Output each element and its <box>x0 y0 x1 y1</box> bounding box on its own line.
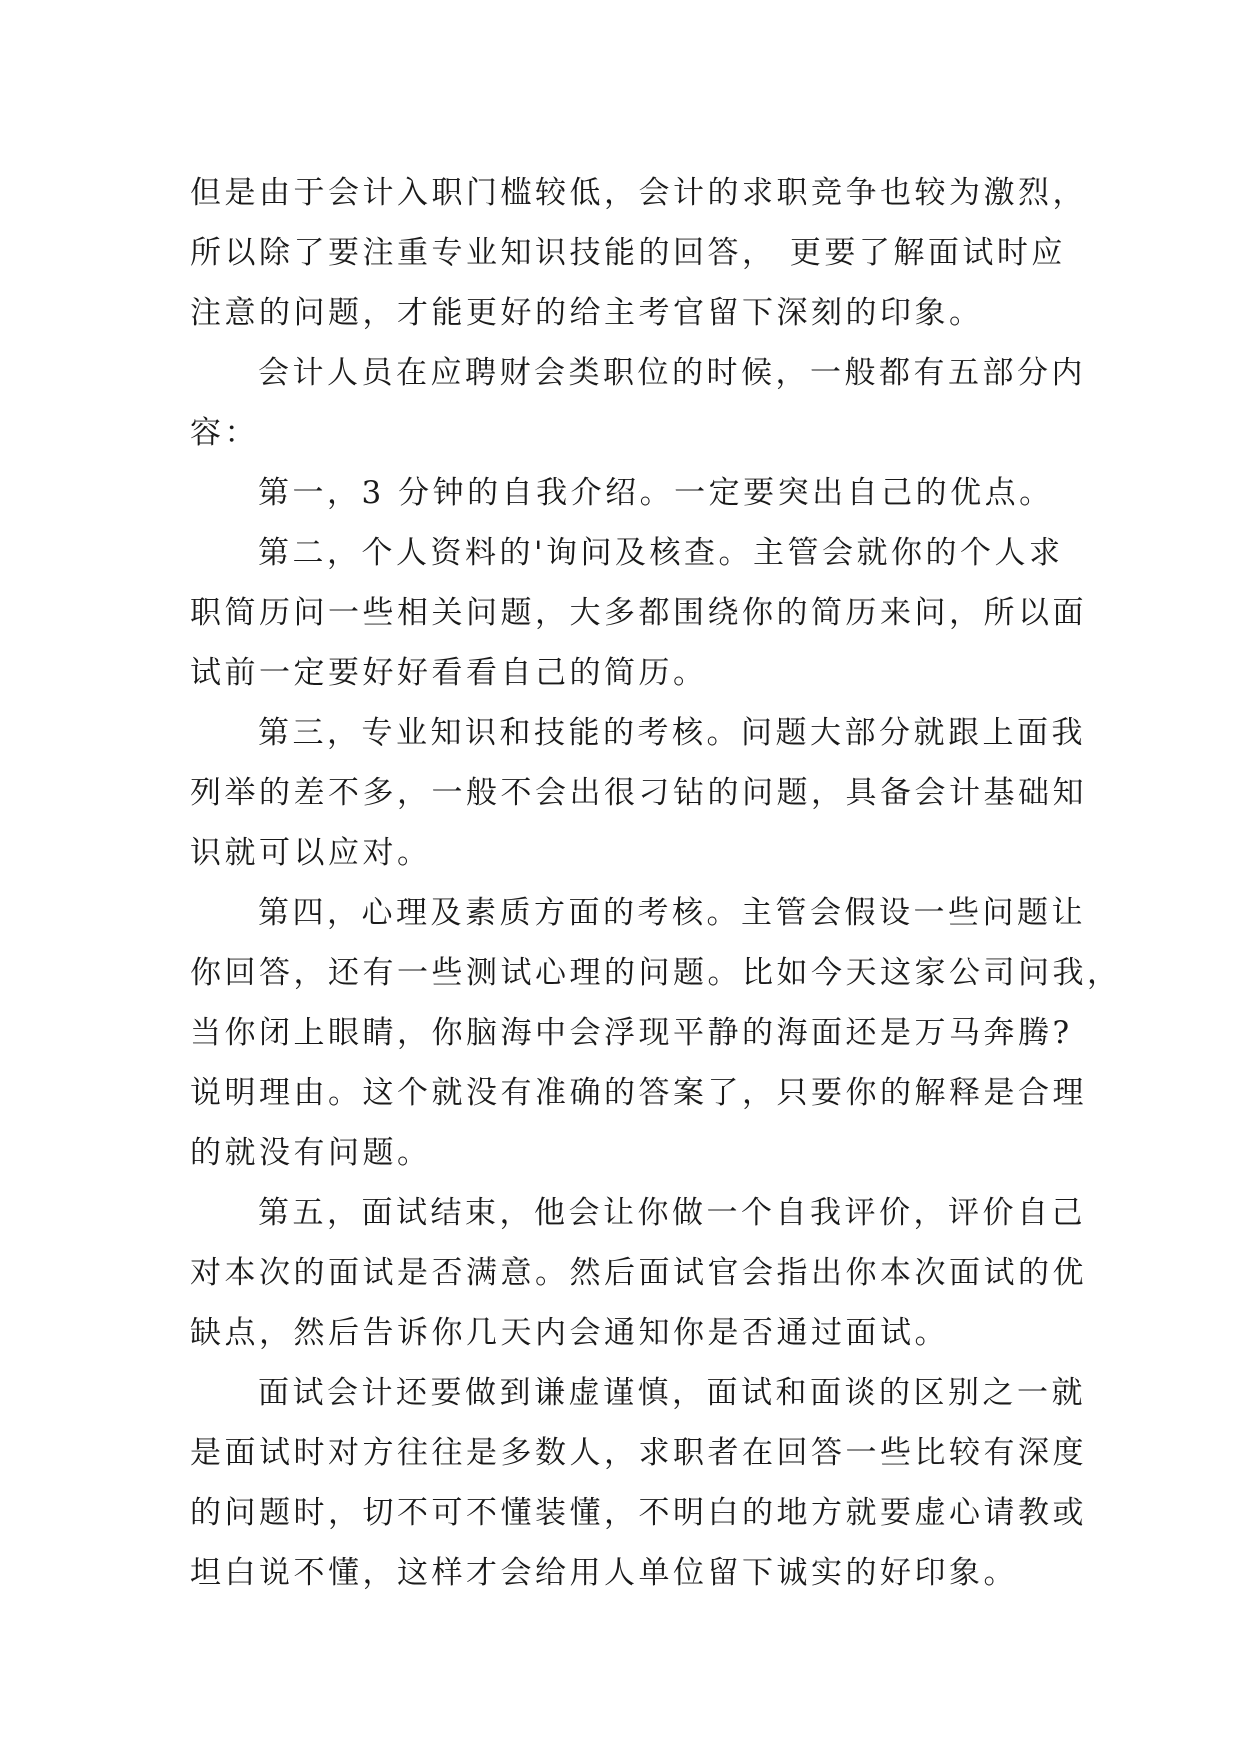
text-line: 试前一定要好好看看自己的简历。 <box>190 655 708 691</box>
text-line: 对本次的面试是否满意。然后面试官会指出你本次面试的优 <box>190 1255 1087 1291</box>
text-line: 你回答，还有一些测试心理的问题。比如今天这家公司问我， <box>190 955 1122 991</box>
text-line: 所以除了要注重专业知识技能的回答， 更要了解面试时应 <box>190 235 1066 271</box>
text-line: 缺点，然后告诉你几天内会通知你是否通过面试。 <box>190 1315 949 1351</box>
text-line: 容： <box>190 415 259 451</box>
text-line: 第五，面试结束，他会让你做一个自我评价，评价自己 <box>258 1195 1086 1231</box>
text-line: 是面试时对方往往是多数人，求职者在回答一些比较有深度 <box>190 1435 1087 1471</box>
text-line: 但是由于会计入职门槛较低，会计的求职竞争也较为激烈， <box>190 175 1087 211</box>
text-line: 列举的差不多，一般不会出很刁钻的问题，具备会计基础知 <box>190 775 1087 811</box>
text-line: 第三，专业知识和技能的考核。问题大部分就跟上面我 <box>258 715 1086 751</box>
text-line: 识就可以应对。 <box>190 835 432 871</box>
body-text <box>190 163 1122 1603</box>
text-line: 的就没有问题。 <box>190 1135 432 1171</box>
text-line: 第二，个人资料的'询问及核查。主管会就你的个人求 <box>258 535 1064 571</box>
text-line: 当你闭上眼睛，你脑海中会浮现平静的海面还是万马奔腾? <box>190 1015 1073 1051</box>
text-line: 第四，心理及素质方面的考核。主管会假设一些问题让 <box>258 895 1086 931</box>
text-line: 第一，3 分钟的自我介绍。一定要突出自己的优点。 <box>258 475 1054 511</box>
text-line: 注意的问题，才能更好的给主考官留下深刻的印象。 <box>190 295 984 331</box>
text-line: 坦白说不懂，这样才会给用人单位留下诚实的好印象。 <box>190 1555 1018 1591</box>
text-line: 职简历问一些相关问题，大多都围绕你的简历来问，所以面 <box>190 595 1087 631</box>
text-line: 会计人员在应聘财会类职位的时候，一般都有五部分内 <box>258 355 1086 391</box>
text-line: 面试会计还要做到谦虚谨慎，面试和面谈的区别之一就 <box>258 1375 1086 1411</box>
text-line: 说明理由。这个就没有准确的答案了，只要你的解释是合理 <box>190 1075 1087 1111</box>
text-line: 的问题时，切不可不懂装懂，不明白的地方就要虚心请教或 <box>190 1495 1087 1531</box>
